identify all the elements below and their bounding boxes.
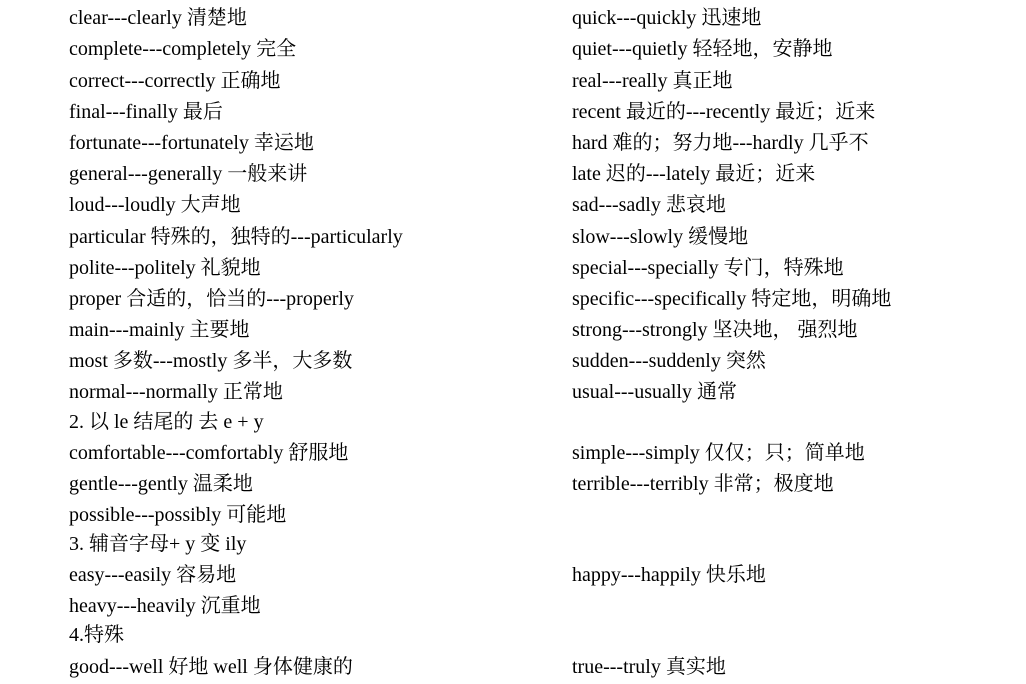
- section-heading-consonant-y: 3. 辅音字母+ y 变 ily: [69, 533, 247, 555]
- entry-good: good---well 好地 well 身体健康的: [69, 656, 353, 678]
- entry-true: true---truly 真实地: [572, 656, 726, 678]
- entry-specific: specific---specifically 特定地，明确地: [572, 288, 892, 310]
- entry-main: main---mainly 主要地: [69, 319, 250, 341]
- entry-hard: hard 难的；努力地---hardly 几乎不: [572, 132, 869, 154]
- entry-slow: slow---slowly 缓慢地: [572, 226, 749, 248]
- entry-gentle: gentle---gently 温柔地: [69, 473, 253, 495]
- entry-particular: particular 特殊的，独特的---particularly: [69, 226, 403, 248]
- entry-special: special---specially 专门，特殊地: [572, 257, 844, 279]
- entry-quiet: quiet---quietly 轻轻地，安静地: [572, 38, 833, 60]
- entry-terrible: terrible---terribly 非常；极度地: [572, 473, 834, 495]
- entry-correct: correct---correctly 正确地: [69, 70, 281, 92]
- section-heading-special: 4.特殊: [69, 624, 124, 646]
- entry-possible: possible---possibly 可能地: [69, 504, 287, 526]
- entry-real: real---really 真正地: [572, 70, 733, 92]
- entry-loud: loud---loudly 大声地: [69, 194, 241, 216]
- entry-general: general---generally 一般来讲: [69, 163, 308, 185]
- entry-polite: polite---politely 礼貌地: [69, 257, 261, 279]
- entry-sad: sad---sadly 悲哀地: [572, 194, 726, 216]
- entry-easy: easy---easily 容易地: [69, 564, 237, 586]
- entry-clear: clear---clearly 清楚地: [69, 7, 247, 29]
- entry-quick: quick---quickly 迅速地: [572, 7, 762, 29]
- entry-most: most 多数---mostly 多半，大多数: [69, 350, 353, 372]
- entry-simple: simple---simply 仅仅；只；简单地: [572, 442, 865, 464]
- entry-late: late 迟的---lately 最近；近来: [572, 163, 816, 185]
- entry-usual: usual---usually 通常: [572, 381, 737, 403]
- entry-proper: proper 合适的，恰当的---properly: [69, 288, 354, 310]
- entry-happy: happy---happily 快乐地: [572, 564, 766, 586]
- entry-strong: strong---strongly 坚决地， 强烈地: [572, 319, 858, 341]
- entry-final: final---finally 最后: [69, 101, 223, 123]
- section-heading-le-ending: 2. 以 le 结尾的 去 e + y: [69, 411, 264, 433]
- entry-heavy: heavy---heavily 沉重地: [69, 595, 261, 617]
- entry-fortunate: fortunate---fortunately 幸运地: [69, 132, 314, 154]
- entry-normal: normal---normally 正常地: [69, 381, 283, 403]
- entry-recent: recent 最近的---recently 最近；近来: [572, 101, 876, 123]
- entry-sudden: sudden---suddenly 突然: [572, 350, 766, 372]
- entry-comfortable: comfortable---comfortably 舒服地: [69, 442, 349, 464]
- entry-complete: complete---completely 完全: [69, 38, 297, 60]
